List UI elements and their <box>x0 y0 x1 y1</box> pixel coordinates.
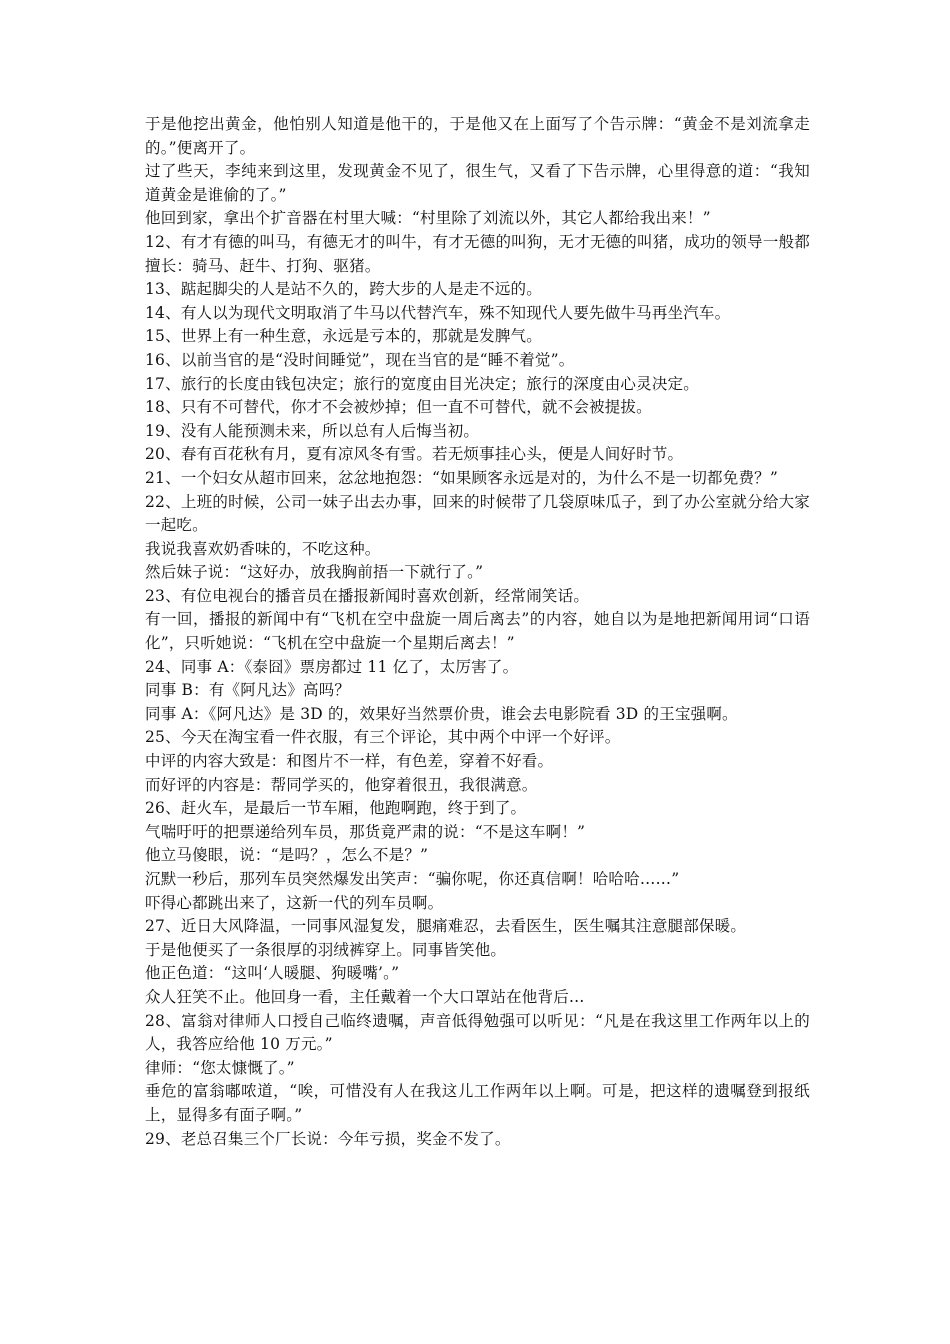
paragraph: 23、有位电视台的播音员在播报新闻时喜欢创新，经常闹笑话。 <box>145 586 590 605</box>
paragraph: 律师：“您太慷慨了。” <box>145 1058 295 1077</box>
paragraph: 而好评的内容是：帮同学买的，他穿着很丑，我很满意。 <box>145 775 538 794</box>
paragraph: 中评的内容大致是：和图片不一样，有色差，穿着不好看。 <box>145 752 554 771</box>
paragraph: 然后妹子说：“这好办，放我胸前捂一下就行了。” <box>145 563 484 582</box>
paragraph: 26、赶火车，是最后一节车厢，他跑啊跑，终于到了。 <box>145 799 527 818</box>
paragraph: 27、近日大风降温，一同事风湿复发，腿痛难忍，去看医生，医生嘱其注意腿部保暖。 <box>145 917 747 936</box>
paragraph: 于是他挖出黄金，他怕别人知道是他干的，于是他又在上面写了个告示牌：“黄金不是刘流拿走的。”便离开了。 <box>145 115 810 157</box>
body-text <box>145 113 810 1151</box>
paragraph: 同事 B：有《阿凡达》高吗？ <box>145 681 351 700</box>
paragraph: 有一回，播报的新闻中有“飞机在空中盘旋一周后离去”的内容，她自以为是地把新闻用词“口语化”，只听她说：“飞机在空中盘旋一个星期后离去！” <box>145 610 810 653</box>
paragraph: 15、世界上有一种生意，永远是亏本的，那就是发脾气。 <box>145 327 542 346</box>
paragraph: 同事 A：《阿凡达》是 3D 的，效果好当然票价贵，谁会去电影院看 3D 的王宝强啊。 <box>145 704 738 723</box>
paragraph: 29、老总召集三个厂长说：今年亏损，奖金不发了。 <box>145 1129 511 1148</box>
paragraph: 气喘吁吁的把票递给列车员，那货竟严肃的说：“不是这车啊！” <box>145 822 586 841</box>
paragraph: 他立马傻眼，说：“是吗？，怎么不是？” <box>145 846 429 865</box>
paragraph: 28、富翁对律师人口授自己临终遗嘱，声音低得勉强可以听见：“凡是在我这里工作两年以上的人，我答应给他 10 万元。” <box>145 1011 810 1054</box>
paragraph: 22、上班的时候，公司一妹子出去办事，回来的时候带了几袋原味瓜子，到了办公室就分给大家一起吃。 <box>145 492 810 535</box>
paragraph: 沉默一秒后，那列车员突然爆发出笑声：“骗你呢，你还真信啊！哈哈哈……” <box>145 870 680 888</box>
paragraph: 20、春有百花秋有月，夏有凉风冬有雪。若无烦事挂心头，便是人间好时节。 <box>145 445 684 464</box>
paragraph: 过了些天，李纯来到这里，发现黄金不见了，很生气，又看了下告示牌，心里得意的道：“我知道黄金是谁偷的了。” <box>145 162 810 204</box>
paragraph: 13、踮起脚尖的人是站不久的，跨大步的人是走不远的。 <box>145 280 542 299</box>
paragraph: 18、只有不可替代，你才不会被炒掉；但一直不可替代，就不会被提拔。 <box>145 398 652 417</box>
paragraph: 25、今天在淘宝看一件衣服，有三个评论，其中两个中评一个好评。 <box>145 728 621 747</box>
paragraph: 他正色道：“这叫‘人暖腿、狗暖嘴’。” <box>145 964 400 983</box>
paragraph: 他回到家，拿出个扩音器在村里大喊：“村里除了刘流以外，其它人都给我出来！” <box>145 209 711 228</box>
paragraph: 19、没有人能预测未来，所以总有人后悔当初。 <box>145 421 480 440</box>
paragraph: 垂危的富翁嘟哝道，“唉，可惜没有人在我这儿工作两年以上啊。可是，把这样的遗嘱登到报纸上，显得多有面子啊。” <box>145 1082 810 1124</box>
paragraph: 21、一个妇女从超市回来，忿忿地抱怨：“如果顾客永远是对的，为什么不是一切都免费？” <box>145 468 778 487</box>
paragraph: 24、同事 A：《泰囧》票房都过 11 亿了，太厉害了。 <box>145 657 519 676</box>
paragraph: 14、有人以为现代文明取消了牛马以代替汽车，殊不知现代人要先做牛马再坐汽车。 <box>145 303 731 322</box>
paragraph: 17、旅行的长度由钱包决定；旅行的宽度由目光决定；旅行的深度由心灵决定。 <box>145 374 699 393</box>
paragraph: 吓得心都跳出来了，这新一代的列车员啊。 <box>145 893 444 912</box>
paragraph: 众人狂笑不止。他回身一看，主任戴着一个大口罩站在他背后… <box>145 987 585 1006</box>
paragraph: 16、以前当官的是“没时间睡觉”，现在当官的是“睡不着觉”。 <box>145 350 575 369</box>
paragraph: 我说我喜欢奶香味的，不吃这种。 <box>145 539 381 558</box>
paragraph: 于是他便买了一条很厚的羽绒裤穿上。同事皆笑他。 <box>145 940 507 959</box>
paragraph: 12、有才有德的叫马，有德无才的叫牛，有才无德的叫狗，无才无德的叫猪，成功的领导一般都擅长：骑马、赶牛、打狗、驱猪。 <box>145 232 810 275</box>
